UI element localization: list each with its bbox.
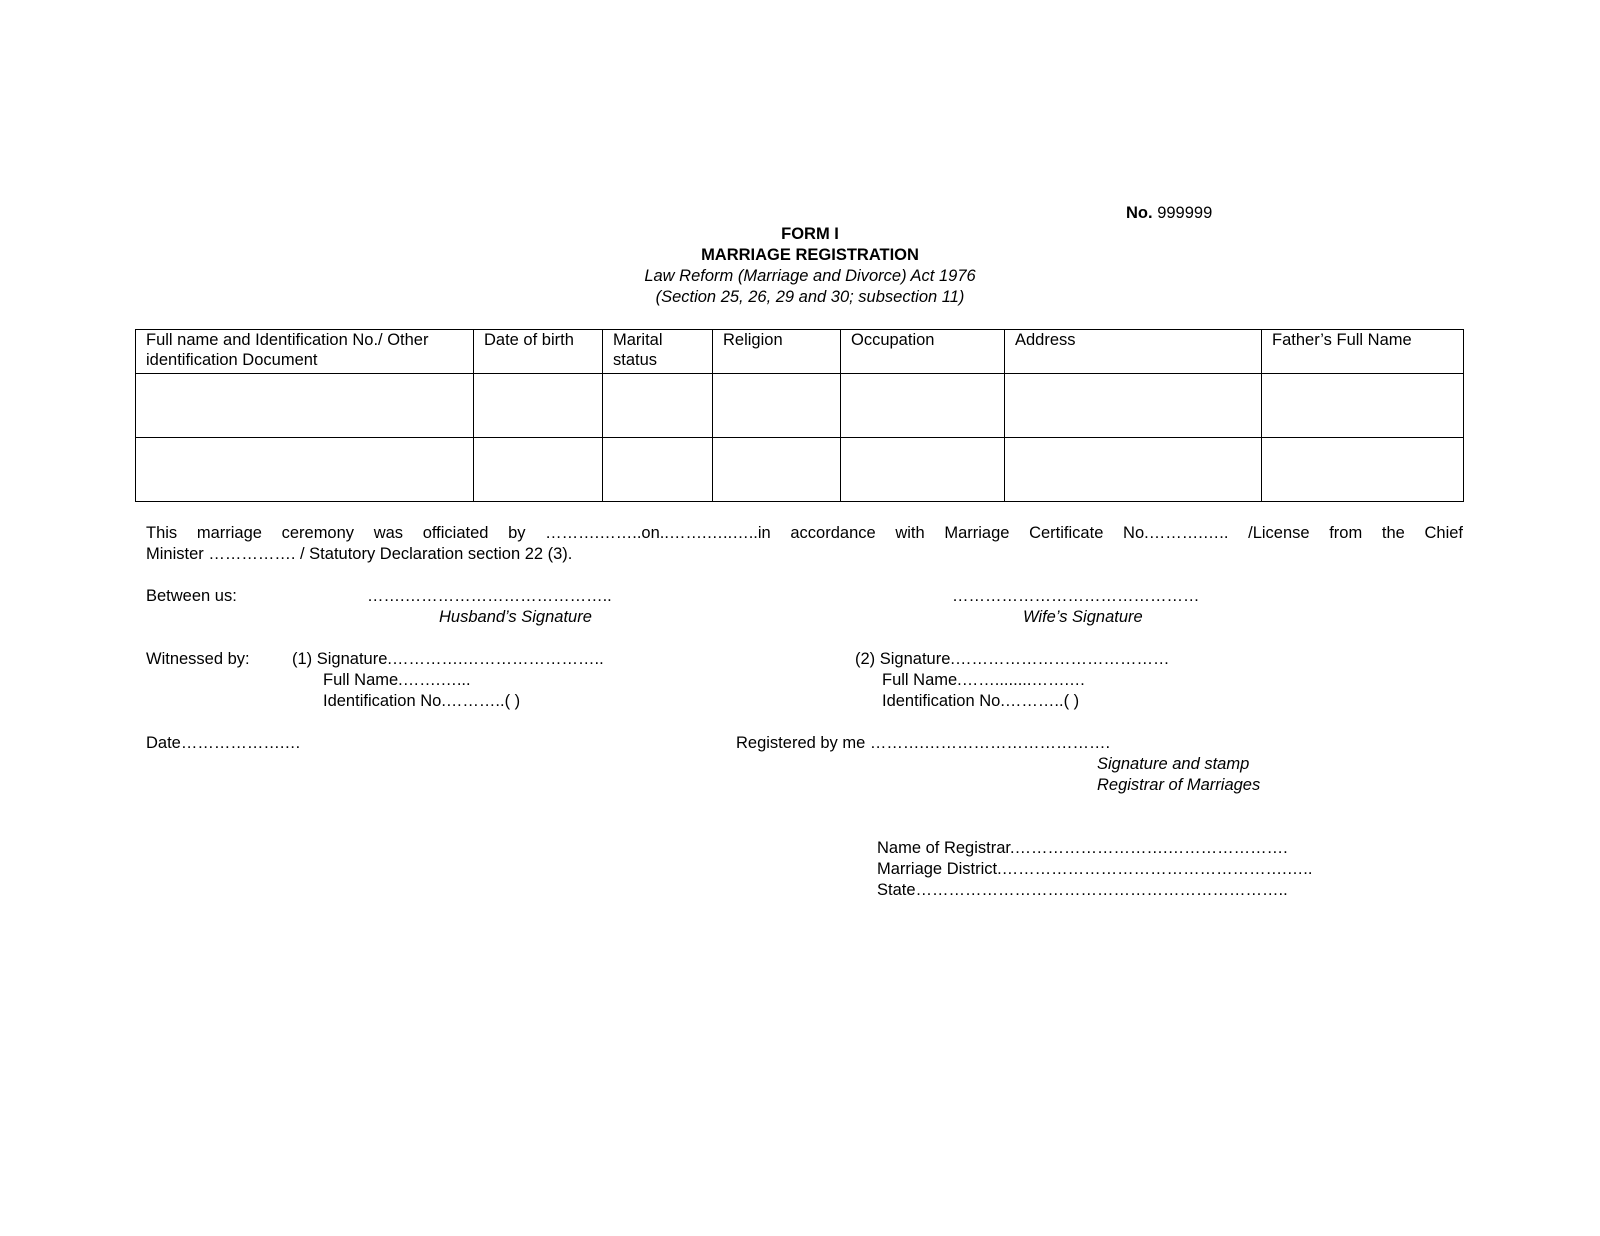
column-header-religion: Religion xyxy=(713,330,841,374)
table-cell[interactable] xyxy=(136,374,474,438)
witness-1-signature-line[interactable]: (1) Signature.………….…………………….. xyxy=(292,650,604,668)
witness-2-signature-line[interactable]: (2) Signature.………………………………… xyxy=(855,650,1170,668)
husband-signature-caption: Husband’s Signature xyxy=(439,608,592,626)
witness-2-id-line[interactable]: Identification No.………..( ) xyxy=(882,692,1080,710)
registrar-name-line[interactable]: Name of Registrar.……………………….…………………. xyxy=(877,839,1288,857)
table-cell[interactable] xyxy=(1005,374,1262,438)
ceremony-line-2: Minister ……………. / Statutory Declaration section 22 (3). xyxy=(146,545,573,563)
wife-signature-caption: Wife’s Signature xyxy=(1023,608,1143,626)
husband-signature-line[interactable]: …….……………………………….. xyxy=(367,587,612,605)
act-reference: Law Reform (Marriage and Divorce) Act 1976 xyxy=(644,267,976,285)
form-number-value: 999999 xyxy=(1157,204,1213,222)
witness-1-id-line[interactable]: Identification No.………..( ) xyxy=(323,692,521,710)
state-line[interactable]: State………………………………………………………….. xyxy=(877,881,1288,899)
witness-1-full-name-line[interactable]: Full Name.…….…... xyxy=(323,671,471,689)
ceremony-statement xyxy=(146,523,1463,565)
table-row xyxy=(136,374,1464,438)
table-cell[interactable] xyxy=(1005,438,1262,502)
wife-signature-line[interactable]: ……………………………………… xyxy=(952,587,1200,605)
table-header-row xyxy=(136,330,1464,374)
table-cell[interactable] xyxy=(603,374,713,438)
form-title: FORM I xyxy=(781,225,839,243)
registrar-caption: Registrar of Marriages xyxy=(1097,776,1261,794)
witnessed-by-label: Witnessed by: xyxy=(146,650,250,668)
table-row xyxy=(136,438,1464,502)
registered-by-line[interactable]: Registered by me ……….……………………………. xyxy=(736,734,1111,752)
column-header-fathers-name: Father’s Full Name xyxy=(1262,330,1464,374)
table-cell[interactable] xyxy=(474,438,603,502)
column-header-address: Address xyxy=(1005,330,1262,374)
table-cell[interactable] xyxy=(713,374,841,438)
table-cell[interactable] xyxy=(841,438,1005,502)
form-number-label: No. xyxy=(1126,204,1153,222)
table-cell[interactable] xyxy=(136,438,474,502)
table-cell[interactable] xyxy=(1262,374,1464,438)
marriage-district-line[interactable]: Marriage District.…………………………………………….….. xyxy=(877,860,1313,878)
section-reference: (Section 25, 26, 29 and 30; subsection 11) xyxy=(655,288,965,306)
table-cell[interactable] xyxy=(474,374,603,438)
form-number xyxy=(1126,203,1212,224)
signature-stamp-caption: Signature and stamp xyxy=(1097,755,1250,773)
column-header-date-of-birth: Date of birth xyxy=(474,330,603,374)
table-cell[interactable] xyxy=(603,438,713,502)
registration-table xyxy=(135,329,1464,502)
table-cell[interactable] xyxy=(713,438,841,502)
date-line[interactable]: Date……………….… xyxy=(146,734,301,752)
witness-2-full-name-line[interactable]: Full Name.……........…….… xyxy=(882,671,1086,689)
column-header-occupation: Occupation xyxy=(841,330,1005,374)
column-header-full-name: Full name and Identification No./ Other identification Document xyxy=(136,330,474,374)
column-header-marital-status: Marital status xyxy=(603,330,713,374)
ceremony-line-1: This marriage ceremony was officiated by ……….……..on..…….…..…..in accordance with Marriage Certificate No.……….….. /License from the Chief xyxy=(146,524,1463,542)
document-title: MARRIAGE REGISTRATION xyxy=(701,246,919,264)
table-cell[interactable] xyxy=(1262,438,1464,502)
between-us-label: Between us: xyxy=(146,587,237,605)
table-cell[interactable] xyxy=(841,374,1005,438)
form-header xyxy=(560,224,1060,308)
